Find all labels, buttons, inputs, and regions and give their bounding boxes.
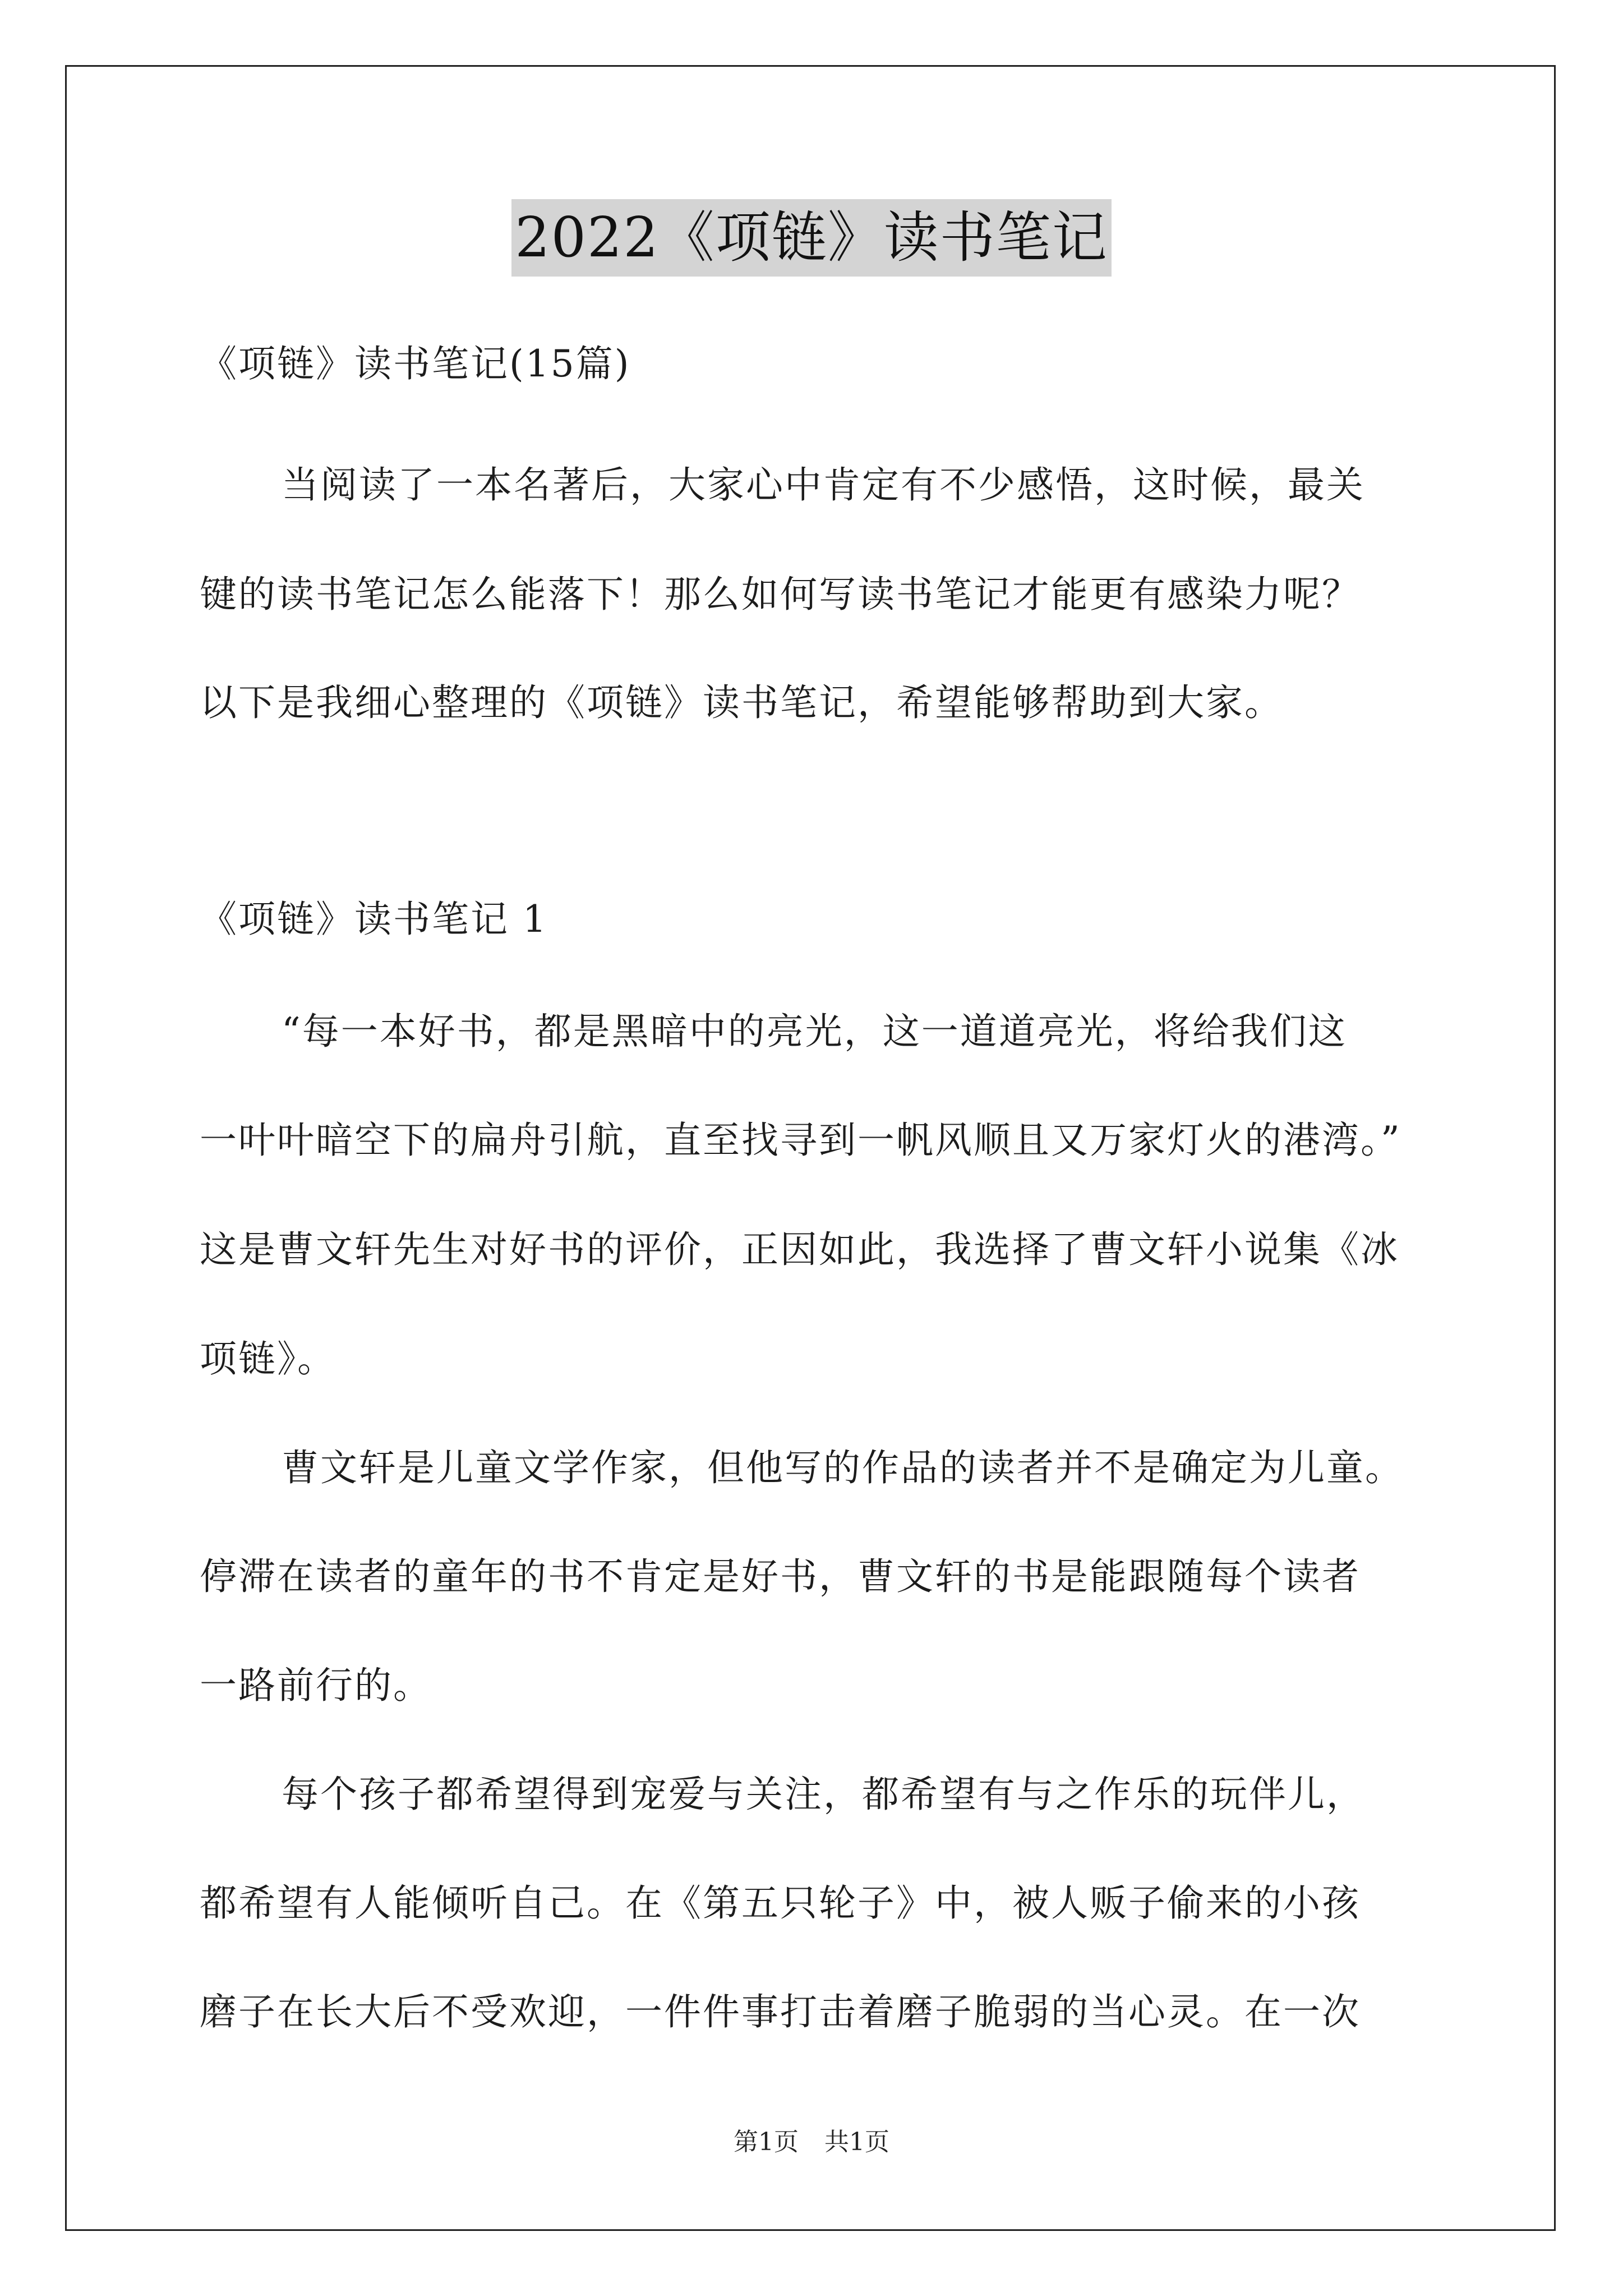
body-line: 曹文轩是儿童文学作家，但他写的作品的读者并不是确定为儿童。 [282,1446,1404,1489]
body-line: 一叶叶暗空下的扁舟引航，直至找寻到一帆风顺且又万家灯火的港湾。” [200,1119,1401,1162]
intro-line: 以下是我细心整理的《项链》读书笔记，希望能够帮助到大家。 [200,681,1283,724]
page-number-total: 共1页 [824,2128,889,2156]
body-line: 每个孩子都希望得到宠爱与关注，都希望有与之作乐的玩伴儿， [282,1773,1365,1816]
body-line: 磨子在长大后不受欢迎，一件件事打击着磨子脆弱的当心灵。在一次 [200,1990,1361,2033]
title-container [0,199,1623,277]
body-line: 项链》。 [200,1337,336,1381]
document-subtitle: 《项链》读书笔记(15篇) [200,342,631,385]
body-line: 都希望有人能倾听自己。在《第五只轮子》中，被人贩子偷来的小孩 [200,1881,1361,1925]
body-line: 这是曹文轩先生对好书的评价，正因如此，我选择了曹文轩小说集《冰 [200,1228,1399,1271]
body-line: 一路前行的。 [200,1664,432,1707]
intro-line: 键的读书笔记怎么能落下！那么如何写读书笔记才能更有感染力呢？ [200,573,1361,616]
page-number-current: 第1页 [734,2128,799,2156]
document-title: 2022《项链》读书笔记 [511,199,1111,277]
page-footer [0,2125,1623,2159]
section-heading: 《项链》读书笔记 1 [200,898,548,941]
intro-line: 当阅读了一本名著后，大家心中肯定有不少感悟，这时候，最关 [282,463,1365,507]
body-line: 停滞在读者的童年的书不肯定是好书，曹文轩的书是能跟随每个读者 [200,1555,1361,1598]
body-line: “每一本好书，都是黑暗中的亮光，这一道道亮光，将给我们这 [282,1010,1347,1053]
